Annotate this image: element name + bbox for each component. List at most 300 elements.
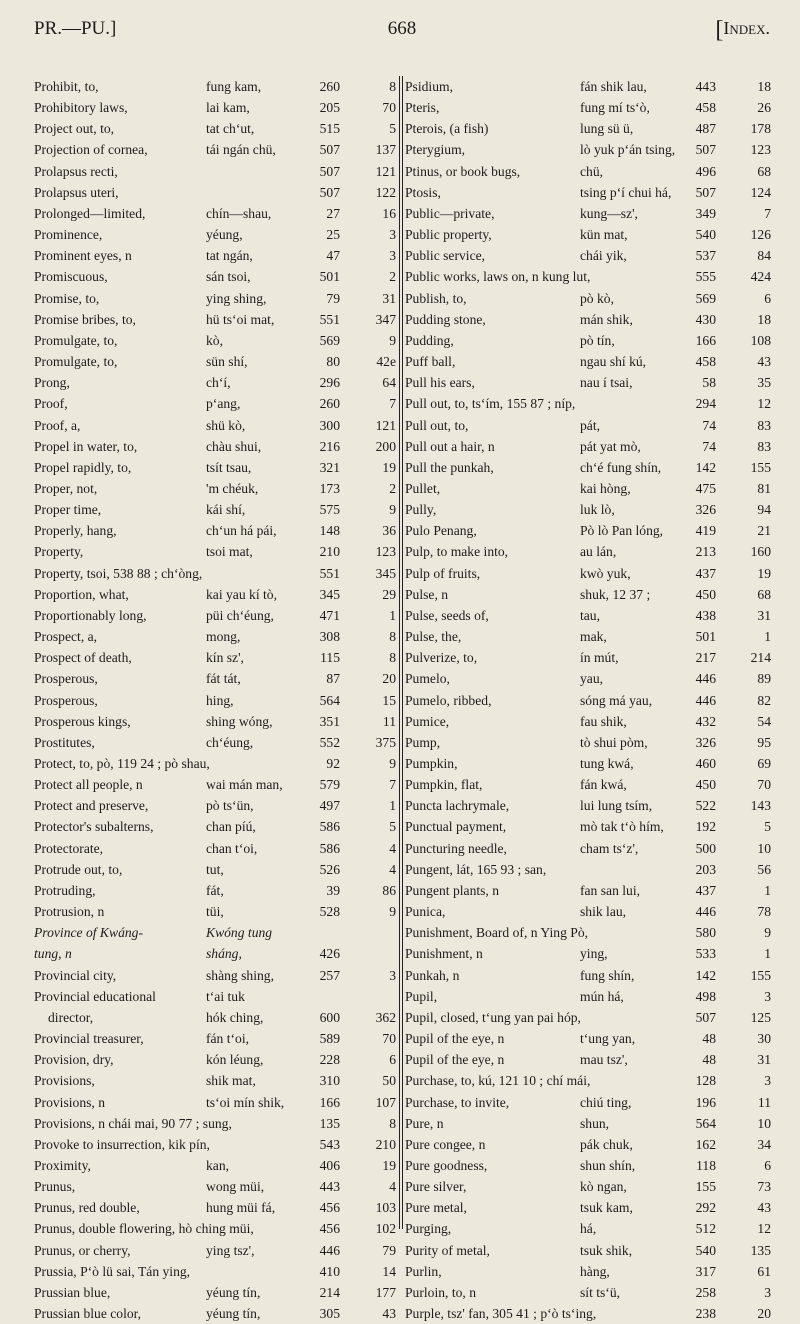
entry-page: 456 — [319, 1221, 340, 1237]
entry-page: 80 — [326, 354, 340, 370]
entry-page: 471 — [319, 607, 340, 623]
entry-page: 526 — [319, 861, 340, 877]
entry-page: 58 — [702, 375, 716, 391]
index-entry — [405, 690, 771, 711]
entry-column: 68 — [757, 163, 771, 179]
entry-column: 160 — [750, 544, 771, 560]
entry-term: Pudding, — [405, 332, 454, 348]
column-divider-left — [399, 76, 400, 1229]
entry-page: 501 — [319, 269, 340, 285]
index-entry — [405, 436, 771, 457]
entry-column: 42e — [376, 354, 396, 370]
entry-column: 121 — [375, 163, 396, 179]
entry-page: 419 — [695, 523, 716, 539]
entry-romanization: mún há, — [580, 988, 624, 1004]
entry-term: Purging, — [405, 1221, 452, 1237]
entry-page: 450 — [695, 586, 716, 602]
entry-column: 26 — [757, 100, 771, 116]
entry-term: Publish, to, — [405, 290, 467, 306]
entry-term: Prohibitory laws, — [34, 100, 128, 116]
index-entry — [405, 880, 771, 901]
entry-romanization: yéung tín, — [206, 1284, 261, 1300]
entry-term: Prosperous, — [34, 692, 98, 708]
entry-page: 205 — [319, 100, 340, 116]
entry-term: Prong, — [34, 375, 70, 391]
entry-column: 31 — [382, 290, 396, 306]
entry-term: Provincial treasurer, — [34, 1031, 144, 1047]
entry-term: Pull out, to, tsʻím, 155 87 ; níp, — [405, 396, 576, 412]
header-index — [715, 17, 770, 43]
entry-column: 29 — [382, 586, 396, 602]
entry-page: 305 — [319, 1306, 340, 1322]
entry-page: 310 — [319, 1073, 340, 1089]
entry-romanization: sháng, — [206, 946, 242, 962]
entry-page: 118 — [696, 1157, 716, 1173]
entry-romanization: chan tʻoi, — [206, 840, 258, 856]
entry-term: Projection of cornea, — [34, 142, 148, 158]
entry-page: 507 — [695, 184, 716, 200]
entry-page: 507 — [319, 163, 340, 179]
index-entry — [34, 245, 396, 266]
entry-romanization: yau, — [580, 671, 604, 687]
entry-romanization: tat ngán, — [206, 248, 253, 264]
entry-term: Ptosis, — [405, 184, 441, 200]
entry-column: 2 — [389, 269, 396, 285]
entry-term: Prospect, a, — [34, 629, 98, 645]
entry-page: 27 — [326, 205, 340, 221]
entry-romanization: Pò lò Pan lóng, — [580, 523, 664, 539]
entry-page: 25 — [326, 227, 340, 243]
left-column — [34, 76, 396, 1324]
index-entry — [405, 943, 771, 964]
index-entry — [34, 880, 396, 901]
entry-column: 10 — [757, 1115, 771, 1131]
entry-romanization: pát yat mò, — [580, 438, 641, 454]
entry-page: 515 — [319, 121, 340, 137]
entry-page: 507 — [695, 1009, 716, 1025]
entry-page: 142 — [695, 967, 716, 983]
entry-page: 92 — [326, 756, 340, 771]
index-entry — [405, 668, 771, 689]
entry-romanization: tsuk shik, — [580, 1242, 633, 1258]
entry-term: Prussian blue, — [34, 1284, 111, 1300]
entry-romanization: chü, — [580, 163, 604, 179]
entry-romanization: chiú ting, — [580, 1094, 632, 1110]
entry-column: 1 — [764, 629, 771, 645]
entry-romanization: pʻang, — [206, 396, 241, 412]
entry-term: Pure congee, n — [405, 1136, 486, 1152]
entry-term: Provoke to insurrection, kik pín, — [34, 1136, 210, 1152]
entry-term: Pulse, the, — [405, 629, 462, 645]
entry-romanization: mau tsz', — [580, 1052, 628, 1068]
entry-term: Pumice, — [405, 713, 450, 729]
index-entry — [34, 732, 396, 753]
entry-term: Prominence, — [34, 227, 103, 243]
entry-term: Prostitutes, — [34, 734, 95, 750]
entry-romanization: chʻun há pái, — [206, 523, 277, 539]
index-entry — [34, 224, 396, 245]
entry-term: Prolapsus recti, — [34, 163, 118, 179]
entry-column: 35 — [757, 375, 771, 391]
entry-page: 162 — [695, 1136, 716, 1152]
entry-term: Public property, — [405, 227, 492, 243]
entry-romanization: fán shik lau, — [580, 79, 647, 94]
entry-romanization: lai kam, — [206, 100, 250, 116]
entry-column: 70 — [382, 100, 396, 116]
entry-term: Protect all people, n — [34, 777, 143, 793]
entry-page: 600 — [319, 1009, 340, 1025]
index-entry — [405, 139, 771, 160]
index-entry — [405, 224, 771, 245]
entry-term: Properly, hang, — [34, 523, 117, 539]
index-entry — [34, 415, 396, 436]
index-entry — [405, 245, 771, 266]
entry-romanization: lui lung tsím, — [580, 798, 653, 814]
entry-page: 564 — [695, 1115, 716, 1131]
index-entry — [34, 393, 396, 414]
entry-page: 507 — [319, 184, 340, 200]
entry-page: 540 — [695, 227, 716, 243]
entry-page: 238 — [695, 1306, 716, 1322]
index-entry — [34, 457, 396, 478]
entry-page: 214 — [319, 1284, 340, 1300]
entry-term: Pulp of fruits, — [405, 565, 481, 581]
entry-term: Protruding, — [34, 882, 96, 898]
index-entry — [34, 943, 389, 964]
entry-column: 78 — [757, 904, 771, 920]
entry-column: 108 — [750, 332, 771, 348]
entry-term: Promulgate, to, — [34, 332, 118, 348]
entry-romanization: kai yau kí tò, — [206, 586, 277, 602]
entry-romanization: wai mán man, — [206, 777, 283, 793]
entry-term: Property, — [34, 544, 84, 560]
entry-term: Prunus, red double, — [34, 1200, 140, 1216]
entry-column: 210 — [375, 1136, 396, 1152]
entry-term: Pull out a hair, n — [405, 438, 495, 454]
entry-romanization: shü kò, — [206, 417, 246, 433]
index-entry — [405, 457, 771, 478]
right-column — [405, 76, 771, 1324]
entry-romanization: chʻí, — [206, 375, 231, 391]
entry-column: 375 — [375, 734, 396, 750]
entry-column: 2 — [389, 480, 396, 496]
entry-page: 564 — [319, 692, 340, 708]
index-entry — [34, 330, 396, 351]
index-entry — [405, 393, 771, 414]
entry-page: 443 — [695, 79, 716, 94]
entry-romanization: au lán, — [580, 544, 617, 560]
entry-page: 326 — [695, 734, 716, 750]
index-entry — [34, 1197, 396, 1218]
entry-column: 21 — [757, 523, 771, 539]
index-entry — [405, 711, 771, 732]
index-entry — [34, 1092, 396, 1113]
entry-column: 64 — [382, 375, 396, 391]
entry-column: 123 — [375, 544, 396, 560]
entry-column: 1 — [389, 798, 396, 814]
index-entry — [34, 139, 396, 160]
entry-romanization: tung kwá, — [580, 756, 634, 771]
entry-page: 586 — [319, 840, 340, 856]
index-entry — [405, 965, 771, 986]
index-entry — [34, 118, 396, 139]
entry-page: 148 — [319, 523, 340, 539]
entry-column: 9 — [389, 502, 396, 518]
index-entry — [34, 1261, 396, 1282]
entry-term: Proximity, — [34, 1157, 91, 1173]
entry-column: 214 — [750, 650, 771, 666]
entry-term: Pumpkin, — [405, 756, 458, 771]
entry-term: Pull the punkah, — [405, 459, 494, 475]
entry-column: 43 — [382, 1306, 396, 1322]
entry-column: 4 — [389, 840, 396, 856]
entry-term: Prunus, or cherry, — [34, 1242, 131, 1258]
entry-romanization: tái ngán chü, — [206, 142, 276, 158]
entry-page: 569 — [319, 332, 340, 348]
entry-romanization: mò tak tʻò hím, — [580, 819, 664, 835]
entry-term: Prohibit, to, — [34, 79, 99, 94]
entry-page: 135 — [319, 1115, 340, 1131]
entry-page: 460 — [695, 756, 716, 771]
entry-column: 82 — [757, 692, 771, 708]
index-entry — [34, 986, 389, 1007]
index-entry — [405, 1007, 771, 1028]
entry-page: 326 — [695, 502, 716, 518]
entry-term: Prosperous, — [34, 671, 98, 687]
entry-romanization: Kwóng tung — [206, 925, 273, 941]
entry-term: Prolapsus uteri, — [34, 184, 119, 200]
entry-term: Pudding stone, — [405, 311, 486, 327]
index-entry — [34, 1134, 396, 1155]
entry-term: Pumpkin, flat, — [405, 777, 483, 793]
entry-term: Promise, to, — [34, 290, 100, 306]
entry-page: 555 — [695, 269, 716, 285]
entry-romanization: fát, — [206, 882, 224, 898]
index-entry — [34, 859, 396, 880]
entry-page: 349 — [695, 205, 716, 221]
index-entry — [34, 922, 389, 943]
entry-term: Project out, to, — [34, 121, 115, 137]
entry-column: 125 — [750, 1009, 771, 1025]
entry-romanization: fán tʻoi, — [206, 1031, 250, 1047]
entry-page: 522 — [695, 798, 716, 814]
entry-page: 87 — [326, 671, 340, 687]
entry-term: Punica, — [405, 904, 446, 920]
index-entry — [405, 1197, 771, 1218]
index-entry — [34, 774, 396, 795]
entry-page: 575 — [319, 502, 340, 518]
index-entry — [405, 541, 771, 562]
entry-term: Promiscuous, — [34, 269, 108, 285]
index-entry — [34, 816, 396, 837]
entry-term: Provisions, n — [34, 1094, 106, 1110]
entry-term: Pulp, to make into, — [405, 544, 509, 560]
entry-column: 16 — [382, 205, 396, 221]
entry-romanization: lung sü ü, — [580, 121, 634, 137]
index-entry — [405, 753, 771, 774]
entry-term: Pully, — [405, 502, 437, 518]
entry-page: 345 — [319, 586, 340, 602]
header-bracket: [ — [715, 17, 724, 43]
entry-term: Punishment, Board of, n Ying Pò, — [405, 925, 589, 941]
entry-romanization: chái yik, — [580, 248, 627, 264]
entry-term: Pull out, to, — [405, 417, 469, 433]
index-entry — [405, 1282, 771, 1303]
index-entry — [405, 1113, 771, 1134]
entry-romanization: cham tsʻz', — [580, 840, 639, 856]
entry-page: 142 — [695, 459, 716, 475]
entry-page: 173 — [319, 480, 340, 496]
entry-term: Pull his ears, — [405, 375, 475, 391]
entry-column: 424 — [750, 269, 771, 285]
entry-page: 446 — [695, 692, 716, 708]
entry-column: 12 — [757, 396, 771, 412]
entry-page: 203 — [695, 861, 716, 877]
entry-column: 155 — [750, 459, 771, 475]
entry-page: 552 — [319, 734, 340, 750]
index-entry — [34, 499, 396, 520]
entry-page: 458 — [695, 100, 716, 116]
entry-term: Protector's subalterns, — [34, 819, 154, 835]
entry-romanization: pò tín, — [580, 332, 615, 348]
entry-term: Pulo Penang, — [405, 523, 477, 539]
entry-column: 79 — [382, 1242, 396, 1258]
entry-column: 84 — [757, 248, 771, 264]
entry-column: 102 — [375, 1221, 396, 1237]
index-entry — [34, 1218, 396, 1239]
entry-column: 10 — [757, 840, 771, 856]
entry-page: 128 — [695, 1073, 716, 1089]
entry-romanization: hing, — [206, 692, 234, 708]
entry-page: 537 — [695, 248, 716, 264]
index-entry — [405, 859, 771, 880]
entry-term: Propel in water, to, — [34, 438, 138, 454]
entry-column: 5 — [764, 819, 771, 835]
entry-romanization: luk lò, — [580, 502, 615, 518]
entry-page: 257 — [319, 967, 340, 983]
entry-page: 551 — [319, 565, 340, 581]
index-entry — [34, 161, 396, 182]
entry-page: 498 — [695, 988, 716, 1004]
entry-column: 68 — [757, 586, 771, 602]
entry-romanization: kün mat, — [580, 227, 628, 243]
entry-term: Proof, — [34, 396, 68, 412]
entry-page: 540 — [695, 1242, 716, 1258]
entry-page: 438 — [695, 607, 716, 623]
entry-term: Prussian blue color, — [34, 1306, 142, 1322]
entry-page: 458 — [695, 354, 716, 370]
entry-romanization: yéung, — [206, 227, 243, 243]
entry-romanization: hàng, — [580, 1263, 610, 1279]
entry-term: Proper, not, — [34, 480, 98, 496]
entry-romanization: lò yuk pʻán tsing, — [580, 142, 676, 158]
entry-term: Province of Kwáng- — [34, 925, 143, 941]
index-entry — [405, 1134, 771, 1155]
entry-romanization: sít tsʻü, — [580, 1284, 621, 1300]
index-entry — [34, 626, 396, 647]
entry-term: Pterygium, — [405, 142, 466, 158]
entry-page: 456 — [319, 1200, 340, 1216]
index-entry — [405, 563, 771, 584]
index-entry — [34, 436, 396, 457]
entry-column: 362 — [375, 1009, 396, 1025]
entry-romanization: fung mí tsʻò, — [580, 100, 650, 116]
entry-term: Pungent, lát, 165 93 ; san, — [405, 861, 547, 877]
entry-column: 8 — [389, 650, 396, 666]
page-header — [34, 18, 770, 44]
entry-romanization: shun, — [580, 1115, 610, 1131]
entry-column: 178 — [750, 121, 771, 137]
entry-page: 507 — [695, 142, 716, 158]
entry-romanization: fung kam, — [206, 79, 262, 94]
entry-romanization: mong, — [206, 629, 241, 645]
index-entry — [34, 838, 396, 859]
entry-column: 30 — [757, 1031, 771, 1047]
index-entry — [405, 838, 771, 859]
entry-page: 296 — [319, 375, 340, 391]
entry-page: 228 — [319, 1052, 340, 1068]
entry-page: 48 — [702, 1052, 716, 1068]
entry-term: Pumelo, ribbed, — [405, 692, 492, 708]
entry-term: Provisions, n chái mai, 90 77 ; sung, — [34, 1115, 232, 1131]
entry-romanization: pák chuk, — [580, 1136, 633, 1152]
entry-term: Pure silver, — [405, 1179, 467, 1195]
entry-romanization: yéung tín, — [206, 1306, 261, 1322]
entry-romanization: tsoi mat, — [206, 544, 253, 560]
index-entry — [34, 753, 396, 774]
entry-page: 155 — [695, 1179, 716, 1195]
index-entry — [34, 372, 396, 393]
entry-column: 6 — [764, 1157, 771, 1173]
entry-column: 1 — [764, 946, 771, 962]
entry-romanization: kung—sz', — [580, 205, 638, 221]
entry-romanization: tat chʻut, — [206, 121, 255, 137]
entry-page: 47 — [326, 248, 340, 264]
entry-column: 34 — [757, 1136, 771, 1152]
entry-page: 410 — [319, 1263, 340, 1279]
entry-page: 432 — [695, 713, 716, 729]
column-divider-right — [402, 76, 403, 1229]
index-entry — [405, 330, 771, 351]
index-entry — [405, 118, 771, 139]
index-entry — [405, 1261, 771, 1282]
index-entry — [405, 626, 771, 647]
entry-term: Psidium, — [405, 79, 453, 94]
entry-term: Purity of metal, — [405, 1242, 490, 1258]
entry-column: 6 — [764, 290, 771, 306]
entry-page: 586 — [319, 819, 340, 835]
entry-column: 31 — [757, 1052, 771, 1068]
index-entry — [34, 1240, 396, 1261]
entry-column: 18 — [757, 311, 771, 327]
entry-term: Protect, to, pò, 119 24 ; pò shau, — [34, 756, 210, 771]
entry-term: Pulverize, to, — [405, 650, 478, 666]
entry-term: Pure, n — [405, 1115, 444, 1131]
entry-romanization: mak, — [580, 629, 607, 645]
index-entry — [34, 605, 396, 626]
index-entry — [34, 584, 396, 605]
entry-term: Protect and preserve, — [34, 798, 149, 814]
header-index-label: Index. — [723, 18, 770, 38]
index-entry — [34, 1007, 396, 1028]
index-entry — [405, 266, 771, 287]
entry-page: 196 — [695, 1094, 716, 1110]
entry-page: 443 — [319, 1179, 340, 1195]
entry-term: Pure metal, — [405, 1200, 467, 1216]
entry-term: Puff ball, — [405, 354, 456, 370]
entry-term: Pterois, (a fish) — [405, 121, 489, 137]
index-entry — [405, 584, 771, 605]
